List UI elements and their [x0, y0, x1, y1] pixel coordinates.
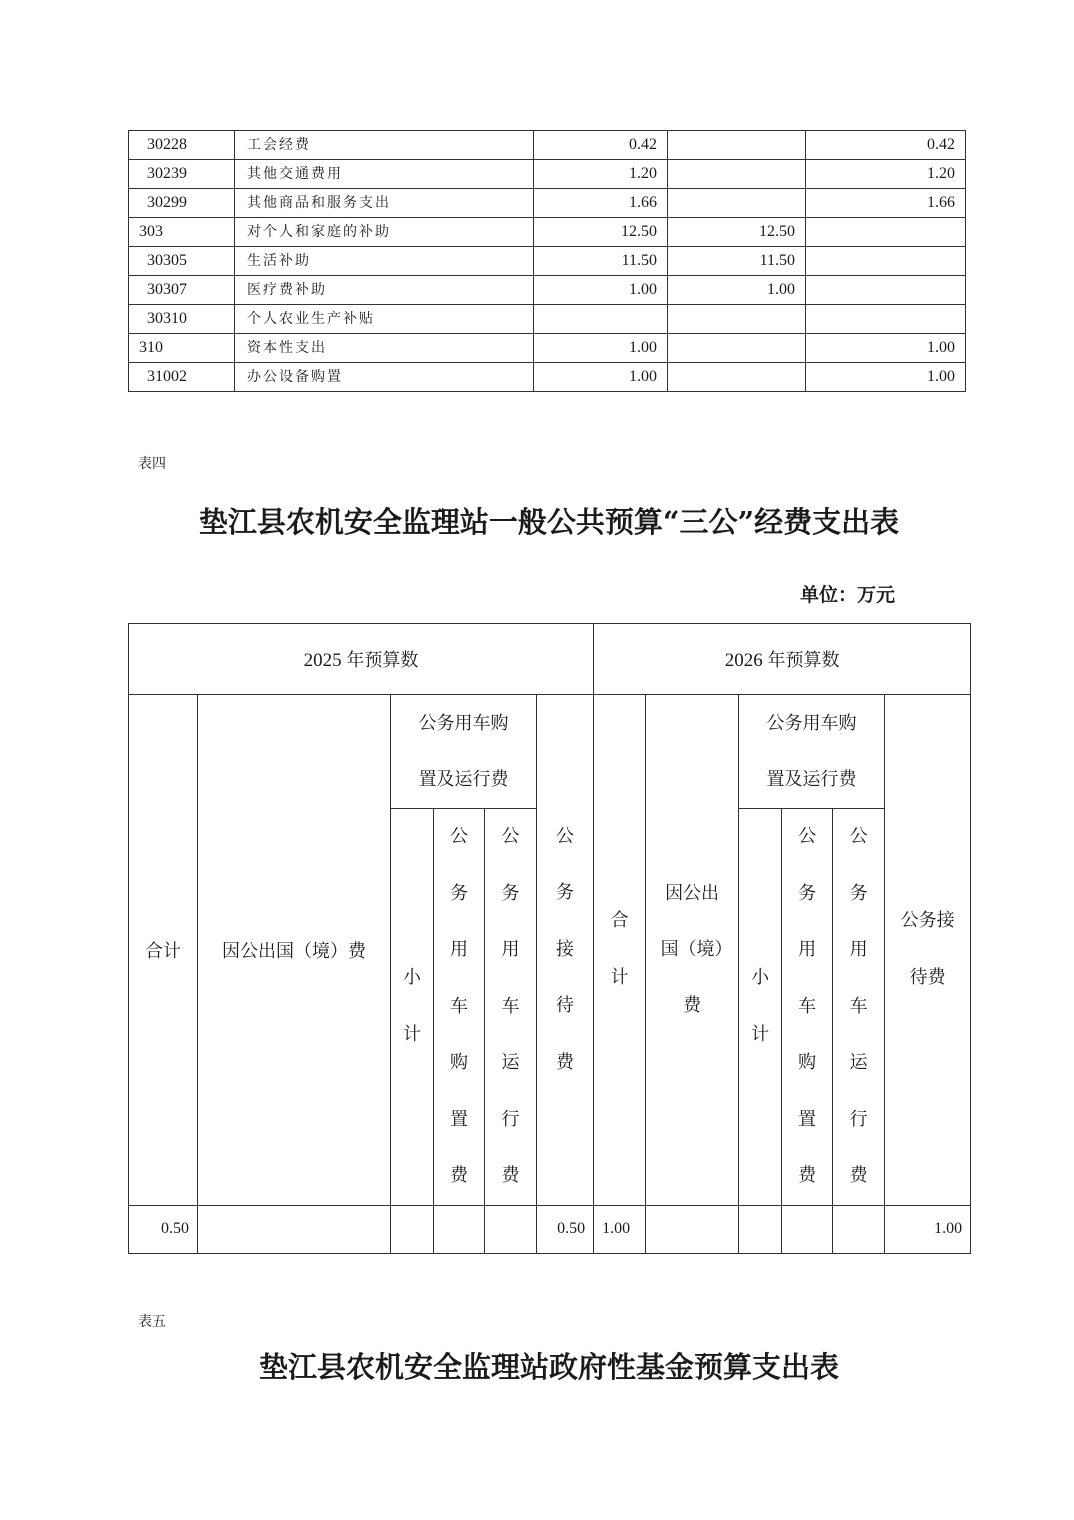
value-2026-subtotal: [739, 1205, 782, 1253]
header-2025-vehicle-operation: 公务用车运行费: [485, 809, 537, 1206]
row-project: [806, 247, 966, 276]
header-2026-abroad: 因公出国（境）费: [646, 695, 739, 1206]
row-code: 310: [129, 334, 235, 363]
row-total: 0.42: [534, 131, 668, 160]
row-code: 30299: [129, 189, 235, 218]
row-project: [806, 305, 966, 334]
value-2026-abroad: [646, 1205, 739, 1253]
header-2025-subtotal: 小计: [391, 809, 434, 1206]
value-2026-vehicle-operation: [833, 1205, 885, 1253]
header-2026-subtotal: 小计: [739, 809, 782, 1206]
row-basic: [668, 334, 806, 363]
row-basic: 1.00: [668, 276, 806, 305]
value-2026-total: 1.00: [594, 1205, 646, 1253]
table-row: [129, 334, 966, 363]
header-2026-vehicle-purchase: 公务用车购置费: [782, 809, 833, 1206]
row-total: 1.66: [534, 189, 668, 218]
row-total: 12.50: [534, 218, 668, 247]
row-name: 个人农业生产补贴: [235, 305, 534, 334]
row-total: 1.20: [534, 160, 668, 189]
row-name: 工会经费: [235, 131, 534, 160]
row-project: 1.00: [806, 334, 966, 363]
table-row: [129, 160, 966, 189]
row-code: 303: [129, 218, 235, 247]
row-code: 30228: [129, 131, 235, 160]
header-2026-total: 合计: [594, 695, 646, 1206]
row-basic: [668, 131, 806, 160]
row-basic: [668, 189, 806, 218]
row-total: [534, 305, 668, 334]
value-2025-subtotal: [391, 1205, 434, 1253]
row-code: 30310: [129, 305, 235, 334]
row-basic: [668, 160, 806, 189]
row-name: 生活补助: [235, 247, 534, 276]
row-project: 0.42: [806, 131, 966, 160]
header-2025-vehicle-group: 公务用车购置及运行费: [391, 695, 537, 809]
header-2025-total: 合计: [129, 695, 198, 1206]
row-code: 30239: [129, 160, 235, 189]
row-project: 1.66: [806, 189, 966, 218]
table-row: [129, 247, 966, 276]
value-2025-abroad: [198, 1205, 391, 1253]
row-project: 1.20: [806, 160, 966, 189]
row-name: 资本性支出: [235, 334, 534, 363]
header-2025-reception: 公务接待费: [537, 695, 594, 1206]
header-2026-vehicle-operation: 公务用车运行费: [833, 809, 885, 1206]
row-project: 1.00: [806, 363, 966, 392]
row-basic: 12.50: [668, 218, 806, 247]
value-2025-vehicle-purchase: [434, 1205, 485, 1253]
table5-label: 表五: [138, 1314, 166, 1330]
table-row: [129, 218, 966, 247]
table5-title: 垫江县农机安全监理站政府性基金预算支出表: [258, 1350, 839, 1384]
table-row: [129, 363, 966, 392]
row-project: [806, 276, 966, 305]
header-2026-reception: 公务接待费: [885, 695, 971, 1206]
value-2025-reception: 0.50: [537, 1205, 594, 1253]
header-2025-vehicle-purchase: 公务用车购置费: [434, 809, 485, 1206]
row-name: 其他商品和服务支出: [235, 189, 534, 218]
unit-label: 单位：万元: [800, 584, 896, 606]
row-total: 11.50: [534, 247, 668, 276]
table-row: [129, 131, 966, 160]
row-basic: [668, 363, 806, 392]
row-name: 医疗费补助: [235, 276, 534, 305]
row-total: 1.00: [534, 334, 668, 363]
table4-title: 垫江县农机安全监理站一般公共预算“三公”经费支出表: [198, 505, 900, 539]
value-2025-vehicle-operation: [485, 1205, 537, 1253]
value-2026-vehicle-purchase: [782, 1205, 833, 1253]
year-2026-header: 2026 年预算数: [594, 624, 971, 695]
table4-label: 表四: [138, 456, 166, 472]
three-public-expenses-table: [128, 623, 971, 1254]
row-basic: 11.50: [668, 247, 806, 276]
row-name: 对个人和家庭的补助: [235, 218, 534, 247]
row-code: 30305: [129, 247, 235, 276]
table-row: [129, 305, 966, 334]
header-2026-vehicle-group: 公务用车购置及运行费: [739, 695, 885, 809]
row-project: [806, 218, 966, 247]
row-total: 1.00: [534, 363, 668, 392]
row-name: 其他交通费用: [235, 160, 534, 189]
expenditure-table-continuation: [128, 130, 966, 392]
row-code: 31002: [129, 363, 235, 392]
table-row: [129, 276, 966, 305]
row-total: 1.00: [534, 276, 668, 305]
row-name: 办公设备购置: [235, 363, 534, 392]
year-2025-header: 2025 年预算数: [129, 624, 594, 695]
row-basic: [668, 305, 806, 334]
value-2025-total: 0.50: [129, 1205, 198, 1253]
row-code: 30307: [129, 276, 235, 305]
value-2026-reception: 1.00: [885, 1205, 971, 1253]
header-2025-abroad: 因公出国（境）费: [198, 695, 391, 1206]
table-row: [129, 189, 966, 218]
